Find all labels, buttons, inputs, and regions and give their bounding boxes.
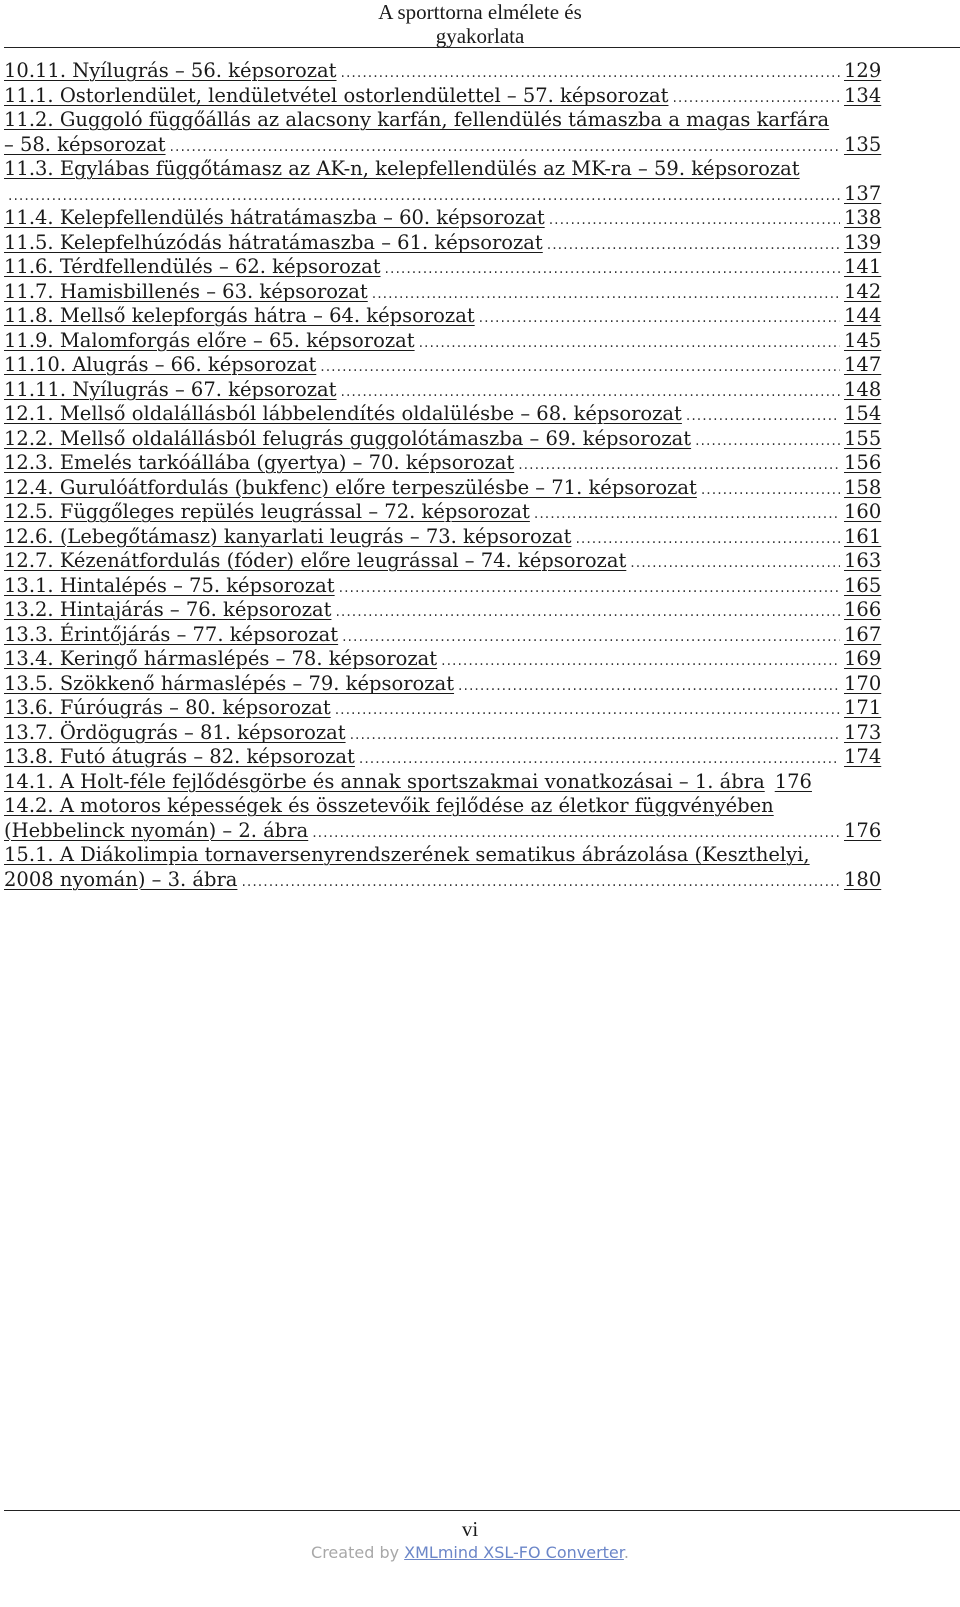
toc-entry-line (4, 696, 884, 721)
dot-leader (335, 600, 840, 625)
toc-entry-line (4, 647, 884, 672)
toc-entry-line (4, 353, 884, 378)
toc-page-number[interactable]: 180 (844, 867, 882, 891)
toc-entry-line (4, 574, 884, 599)
toc-entry[interactable] (4, 476, 884, 501)
dot-leader (350, 723, 840, 748)
toc-entry-title[interactable]: 13.5. Szökkenő hármaslépés – 79. képsorozat (4, 671, 455, 695)
dot-leader (479, 306, 840, 331)
toc-entry-title[interactable]: 11.6. Térdfellendülés – 62. képsorozat (4, 255, 381, 278)
toc-entry-title[interactable]: 11.8. Mellső kelepforgás hátra – 64. képsorozat (4, 304, 475, 327)
dot-leader (672, 86, 840, 111)
toc-page-number[interactable]: 161 (844, 524, 882, 548)
toc-entry-title[interactable]: 13.2. Hintajárás – 76. képsorozat (4, 598, 332, 621)
toc-entry-title[interactable]: 12.5. Függőleges repülés leugrással – 72. képsorozat (4, 500, 530, 523)
toc-entry-title[interactable]: (Hebbelinck nyomán) – 2. ábra (4, 818, 309, 842)
toc-entry-title[interactable]: 13.6. Fúróugrás – 80. képsorozat (4, 696, 331, 719)
toc-entry-line (4, 182, 884, 207)
dot-leader (686, 404, 840, 429)
toc-entry[interactable] (4, 108, 884, 157)
toc-entry-title[interactable]: 13.8. Futó átugrás – 82. képsorozat (4, 745, 355, 768)
toc-entry[interactable] (4, 696, 884, 721)
credit-prefix: Created by (311, 1543, 405, 1562)
toc-page-number[interactable]: 173 (844, 720, 882, 744)
toc-entry-line (4, 378, 884, 403)
toc-entry[interactable] (4, 843, 884, 892)
credit-link[interactable]: XMLmind XSL-FO Converter (404, 1543, 624, 1562)
toc-entry[interactable] (4, 329, 884, 354)
toc-entry-title[interactable]: 11.1. Ostorlendület, lendületvétel ostorlendülettel – 57. képsorozat (4, 83, 669, 107)
toc-entry-title[interactable]: – 58. képsorozat (4, 132, 166, 156)
table-of-contents (4, 59, 884, 892)
toc-entry[interactable] (4, 157, 884, 206)
toc-page-number[interactable]: 129 (844, 59, 882, 82)
dot-leader (241, 870, 840, 895)
toc-entry-line (4, 108, 884, 133)
dot-leader (8, 184, 840, 209)
toc-entry-line (4, 745, 884, 770)
dot-leader (339, 576, 840, 601)
toc-entry[interactable] (4, 255, 884, 280)
toc-entry-title[interactable]: 11.7. Hamisbillenés – 63. képsorozat (4, 279, 368, 303)
toc-entry-title[interactable]: 12.6. (Lebegőtámasz) kanyarlati leugrás – 73. képsorozat (4, 524, 572, 548)
toc-entry[interactable] (4, 672, 884, 697)
dot-leader (695, 429, 840, 454)
toc-entry[interactable] (4, 745, 884, 770)
toc-page-number[interactable]: 169 (844, 647, 882, 670)
toc-page-number[interactable]: 154 (844, 402, 882, 425)
toc-entry-line (4, 206, 884, 231)
toc-page-number[interactable]: 142 (844, 279, 882, 303)
toc-entry-line (4, 598, 884, 623)
toc-entry-line (4, 255, 884, 280)
toc-entry-line (4, 770, 884, 795)
toc-entry[interactable] (4, 231, 884, 256)
toc-entry-line (4, 427, 884, 452)
toc-entry-line (4, 794, 884, 819)
toc-entry[interactable] (4, 206, 884, 231)
toc-entry-title[interactable]: 11.11. Nyílugrás – 67. képsorozat (4, 377, 337, 401)
converter-credit (0, 1543, 940, 1562)
toc-entry-line (4, 231, 884, 256)
dot-leader (335, 698, 840, 723)
footer-rule (4, 1510, 960, 1511)
toc-entry-line (4, 549, 884, 574)
toc-entry[interactable] (4, 84, 884, 109)
toc-entry-title[interactable]: 2008 nyomán) – 3. ábra (4, 867, 238, 891)
toc-entry-line (4, 500, 884, 525)
dot-leader (342, 625, 840, 650)
dot-leader (518, 453, 840, 478)
toc-entry-line (4, 868, 884, 893)
toc-page-number[interactable]: 135 (844, 132, 882, 156)
dot-leader (312, 821, 840, 846)
toc-entry-title[interactable]: 14.2. A motoros képességek és összetevőik fejlődése az életkor függvényében (4, 794, 774, 817)
toc-entry-line (4, 133, 884, 158)
toc-entry-line (4, 402, 884, 427)
toc-entry-title[interactable]: 11.9. Malomforgás előre – 65. képsorozat (4, 328, 415, 352)
header-title-line-1: A sporttorna elmélete és (378, 0, 582, 24)
running-header (0, 0, 960, 48)
toc-entry-title[interactable]: 13.7. Ördögugrás – 81. képsorozat (4, 720, 346, 744)
toc-entry[interactable] (4, 598, 884, 623)
toc-entry-title[interactable]: 15.1. A Diákolimpia tornaversenyrendszerének sematikus ábrázolása (Keszthelyi, (4, 843, 810, 866)
dot-leader (534, 502, 840, 527)
toc-entry-title[interactable]: 12.4. Gurulóátfordulás (bukfenc) előre terpeszülésbe – 71. képsorozat (4, 475, 697, 499)
toc-entry-line (4, 525, 884, 550)
dot-leader (547, 233, 840, 258)
toc-page-number[interactable]: 137 (844, 181, 882, 205)
toc-entry-title[interactable]: 14.1. A Holt-féle fejlődésgörbe és annak sportszakmai vonatkozásai – 1. ábra (4, 769, 765, 793)
toc-entry[interactable] (4, 451, 884, 476)
toc-page-number[interactable]: 155 (844, 426, 882, 450)
dot-leader (372, 282, 840, 307)
dot-leader (458, 674, 840, 699)
toc-entry-title[interactable]: 12.2. Mellső oldalállásból felugrás guggolótámaszba – 69. képsorozat (4, 426, 692, 450)
dot-leader (419, 331, 840, 356)
toc-entry[interactable] (4, 59, 884, 84)
toc-entry-title[interactable]: 10.11. Nyílugrás – 56. képsorozat (4, 59, 337, 82)
dot-leader (341, 61, 840, 86)
toc-page-number[interactable]: 134 (844, 83, 882, 107)
toc-entry[interactable] (4, 378, 884, 403)
toc-entry-line (4, 157, 884, 182)
dot-leader (385, 257, 840, 282)
toc-entry-title[interactable]: 12.1. Mellső oldalállásból lábbelendítés oldalülésbe – 68. képsorozat (4, 402, 682, 425)
toc-page-number[interactable]: 160 (844, 500, 882, 523)
toc-entry[interactable] (4, 304, 884, 329)
dot-leader (575, 527, 840, 552)
toc-page-number[interactable]: 170 (844, 671, 882, 695)
credit-suffix: . (623, 1543, 629, 1562)
toc-entry-line (4, 280, 884, 305)
toc-entry-title[interactable]: 11.4. Kelepfellendülés hátratámaszba – 60. képsorozat (4, 206, 545, 229)
dot-leader (341, 380, 840, 405)
header-rule (4, 47, 960, 48)
toc-entry-title[interactable]: 11.2. Guggoló függőállás az alacsony karfán, fellendülés támaszba a magas karfára (4, 108, 830, 131)
toc-entry[interactable] (4, 574, 884, 599)
toc-entry-title[interactable]: 13.1. Hintalépés – 75. képsorozat (4, 573, 335, 597)
toc-entry[interactable] (4, 794, 884, 843)
toc-entry-line (4, 59, 884, 84)
dot-leader (630, 551, 840, 576)
toc-page-number[interactable]: 144 (844, 304, 882, 327)
toc-entry[interactable] (4, 770, 884, 795)
toc-page-number[interactable]: 145 (844, 328, 882, 352)
dot-leader (701, 478, 840, 503)
toc-page-number[interactable]: 163 (844, 549, 882, 572)
toc-entry-title[interactable]: 11.5. Kelepfelhúzódás hátratámaszba – 61. képsorozat (4, 230, 543, 254)
toc-entry[interactable] (4, 721, 884, 746)
toc-page-number[interactable]: 176 (774, 769, 812, 793)
toc-page-number[interactable]: 171 (844, 696, 882, 719)
toc-entry-line (4, 672, 884, 697)
toc-page-number[interactable]: 138 (844, 206, 882, 229)
toc-entry-line (4, 451, 884, 476)
toc-entry[interactable] (4, 427, 884, 452)
toc-entry-line (4, 304, 884, 329)
toc-entry[interactable] (4, 623, 884, 648)
toc-entry[interactable] (4, 647, 884, 672)
toc-page-number[interactable]: 141 (844, 255, 882, 278)
toc-entry-line (4, 721, 884, 746)
toc-page-number[interactable]: 139 (844, 230, 882, 254)
toc-entry[interactable] (4, 549, 884, 574)
toc-entry-title[interactable]: 12.3. Emelés tarkóállába (gyertya) – 70. képsorozat (4, 451, 515, 474)
dot-leader (441, 649, 840, 674)
toc-entry-title[interactable]: 11.3. Egylábas függőtámasz az AK-n, kelepfellendülés az MK-ra – 59. képsorozat (4, 157, 800, 180)
dot-leader (359, 747, 840, 772)
header-title-line-2: gyakorlata (435, 24, 525, 48)
toc-entry-title[interactable]: 13.4. Keringő hármaslépés – 78. képsorozat (4, 647, 438, 670)
toc-page-number[interactable]: 147 (844, 353, 882, 376)
toc-page-number[interactable]: 176 (844, 818, 882, 842)
toc-entry[interactable] (4, 525, 884, 550)
toc-entry[interactable] (4, 353, 884, 378)
dot-leader (549, 208, 840, 233)
toc-page-number[interactable]: 167 (844, 622, 882, 646)
toc-entry-title[interactable]: 13.3. Érintőjárás – 77. képsorozat (4, 622, 339, 646)
toc-page-number[interactable]: 166 (844, 598, 882, 621)
toc-entry-line (4, 84, 884, 109)
toc-page-number[interactable]: 165 (844, 573, 882, 597)
footer-page-number: vi (461, 1517, 479, 1541)
toc-page-number[interactable]: 156 (844, 451, 882, 474)
toc-entry-line (4, 843, 884, 868)
toc-entry-title[interactable]: 11.10. Alugrás – 66. képsorozat (4, 353, 317, 376)
toc-page-number[interactable]: 148 (844, 377, 882, 401)
toc-entry[interactable] (4, 280, 884, 305)
toc-entry-line (4, 819, 884, 844)
dot-leader (170, 135, 840, 160)
toc-entry-line (4, 476, 884, 501)
toc-entry-line (4, 623, 884, 648)
dot-leader (320, 355, 840, 380)
toc-page-number[interactable]: 174 (844, 745, 882, 768)
toc-entry-line (4, 329, 884, 354)
toc-entry[interactable] (4, 402, 884, 427)
toc-entry-title[interactable]: 12.7. Kézenátfordulás (fóder) előre leugrással – 74. képsorozat (4, 549, 627, 572)
toc-page-number[interactable]: 158 (844, 475, 882, 499)
toc-entry[interactable] (4, 500, 884, 525)
